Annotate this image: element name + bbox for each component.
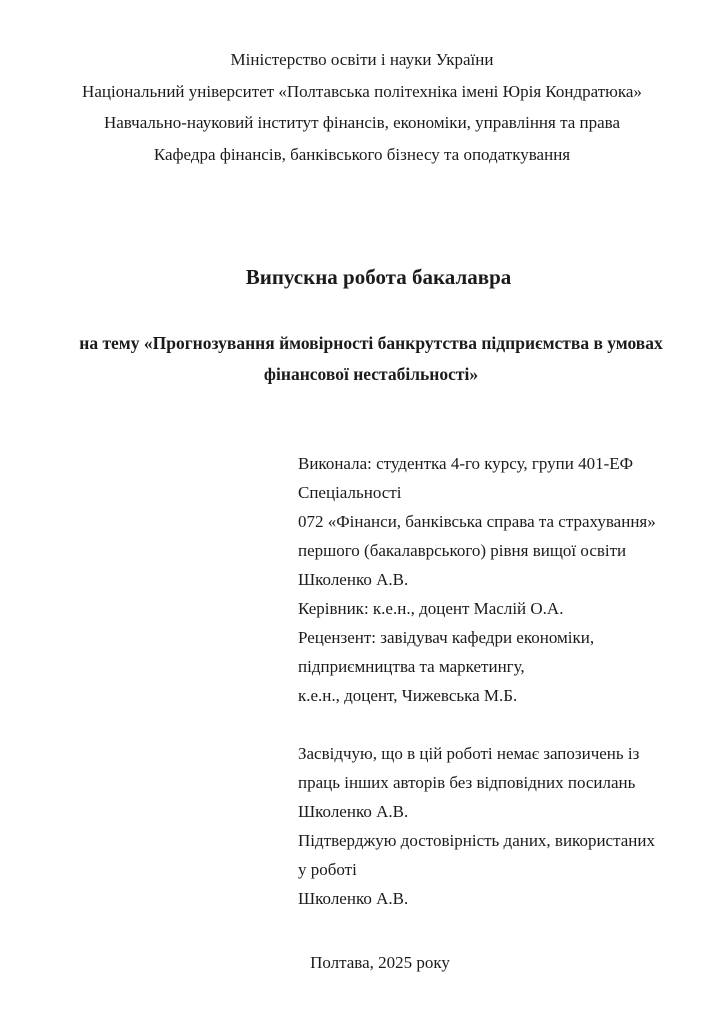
author-line: Виконала: студентка 4-го курсу, групи 401-ЕФ — [298, 454, 634, 473]
reviewer-line-cont: підприємництва та маркетингу, — [298, 657, 525, 676]
ministry-line: Міністерство освіти і науки України — [230, 50, 494, 69]
supervisor-line: Керівник: к.е.н., доцент Маслій О.А. — [298, 599, 564, 618]
signature-name-line: Школенко А.В. — [298, 802, 409, 821]
specialty-line: 072 «Фінанси, банківська справа та страхування» — [298, 512, 656, 531]
data-accuracy-line: Підтверджую достовірність даних, використаних — [298, 831, 655, 850]
theme-line: на тему «Прогнозування ймовірності банкрутства підприємства в умовах — [79, 333, 663, 353]
institute-line: Навчально-науковий інститут фінансів, економіки, управління та права — [103, 113, 621, 133]
thesis-theme — [18, 328, 724, 390]
no-plagiarism-line: Засвідчую, що в цій роботі немає запозичень із — [298, 744, 640, 763]
author-name-line: Школенко А.В. — [298, 570, 409, 589]
city-year-footer — [36, 948, 724, 977]
degree-level-line: першого (бакалаврського) рівня вищої освіти — [298, 541, 627, 560]
data-accuracy-line-cont: у роботі — [298, 860, 357, 879]
reviewer-line: Рецензент: завідувач кафедри економіки, — [298, 628, 595, 647]
thesis-title — [33, 262, 724, 292]
university-line: Національний університет «Полтавська політехніка імені Юрія Кондратюка» — [82, 81, 642, 101]
city-year-text: Полтава, 2025 року — [310, 953, 450, 972]
thesis-title-text: Випускна робота бакалавра — [245, 265, 512, 289]
attestation-statements — [298, 739, 684, 913]
department-line: Кафедра фінансів, банківського бізнесу та оподаткування — [153, 144, 571, 164]
author-details — [298, 449, 684, 710]
university-header — [0, 44, 724, 170]
signature-name-line-2: Школенко А.В. — [298, 889, 409, 908]
no-plagiarism-line-cont: праць інших авторів без відповідних посилань — [298, 773, 636, 792]
specialty-label-line: Спеціальності — [298, 483, 402, 502]
reviewer-name-line: к.е.н., доцент, Чижевська М.Б. — [298, 686, 518, 705]
theme-line: фінансової нестабільності» — [263, 364, 479, 384]
